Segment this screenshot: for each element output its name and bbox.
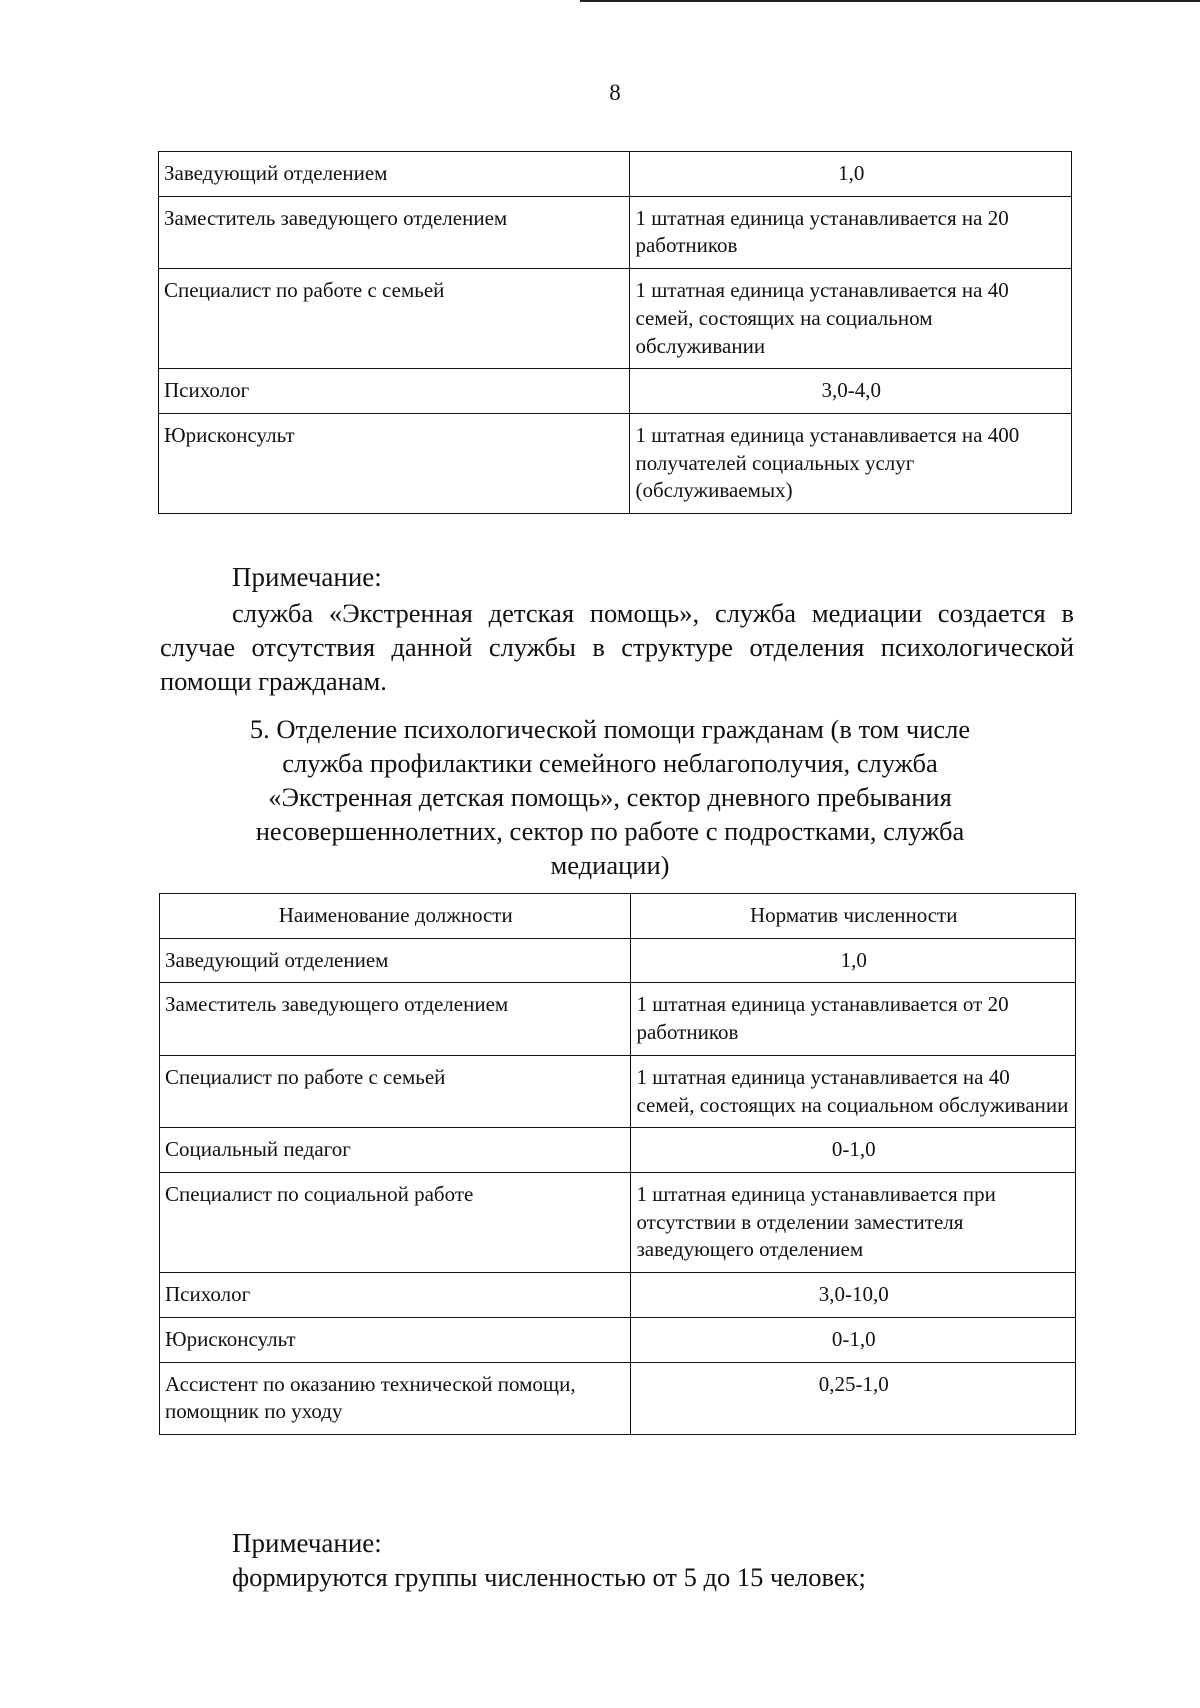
position-cell: Юрисконсульт: [159, 414, 630, 514]
table-row: [160, 1055, 1076, 1127]
table-row: [160, 1317, 1076, 1362]
norm-cell: 1 штатная единица устанавливается при отсутствии в отделении заместителя заведующего отделением: [631, 1173, 1076, 1273]
position-cell: Заместитель заведующего отделением: [160, 983, 631, 1055]
table-row: [159, 152, 1072, 197]
table-row: [159, 269, 1072, 369]
note-text: служба «Экстренная детская помощь», служба медиации создается в случае отсутствия данной службы в структуре отделения психологической помощи гражданам.: [160, 598, 1074, 696]
section-heading: 5. Отделение психологической помощи гражданам (в том числе служба профилактики семейного неблагополучия, служба «Экстренная детская помощь», сектор дневного пребывания несовершеннолетних, сектор по работе с подростками, служба медиации): [249, 714, 971, 880]
note-title: Примечание:: [232, 562, 382, 592]
norm-cell: 0-1,0: [631, 1128, 1076, 1173]
norm-cell: 1,0: [630, 152, 1072, 197]
table-row: [160, 938, 1076, 983]
scan-top-border: [580, 0, 1200, 2]
norm-cell: 1 штатная единица устанавливается на 40 семей, состоящих на социальном обслуживании: [630, 269, 1072, 369]
position-cell: Заведующий отделением: [159, 152, 630, 197]
position-cell: Ассистент по оказанию технической помощи, помощник по уходу: [160, 1362, 631, 1434]
table-row: [159, 196, 1072, 268]
staffing-table-section-5: [159, 893, 1076, 1435]
norm-cell: 3,0-4,0: [630, 369, 1072, 414]
column-header-norm: Норматив численности: [631, 894, 1076, 939]
norm-cell: 1 штатная единица устанавливается на 40 семей, состоящих на социальном обслуживании: [631, 1055, 1076, 1127]
position-cell: Заместитель заведующего отделением: [159, 196, 630, 268]
position-cell: Юрисконсульт: [160, 1317, 631, 1362]
table-row: [160, 1273, 1076, 1318]
note-title: Примечание:: [232, 1528, 382, 1558]
position-cell: Психолог: [159, 369, 630, 414]
position-cell: Специалист по работе с семьей: [159, 269, 630, 369]
table-row: [160, 1173, 1076, 1273]
norm-cell: 1 штатная единица устанавливается на 20 работников: [630, 196, 1072, 268]
staffing-table-continued: [158, 151, 1072, 514]
table-row: [160, 1128, 1076, 1173]
norm-cell: 3,0-10,0: [631, 1273, 1076, 1318]
table-row: [160, 983, 1076, 1055]
position-cell: Специалист по социальной работе: [160, 1173, 631, 1273]
position-cell: Социальный педагог: [160, 1128, 631, 1173]
norm-cell: 1,0: [631, 938, 1076, 983]
table-header-row: [160, 894, 1076, 939]
position-cell: Психолог: [160, 1273, 631, 1318]
norm-cell: 1 штатная единица устанавливается от 20 работников: [631, 983, 1076, 1055]
column-header-position: Наименование должности: [160, 894, 631, 939]
page-number: 8: [609, 80, 621, 105]
norm-cell: 0,25-1,0: [631, 1362, 1076, 1434]
table-row: [159, 414, 1072, 514]
note-text: формируются группы численностью от 5 до 15 человек;: [232, 1562, 866, 1592]
position-cell: Заведующий отделением: [160, 938, 631, 983]
position-cell: Специалист по работе с семьей: [160, 1055, 631, 1127]
norm-cell: 0-1,0: [631, 1317, 1076, 1362]
norm-cell: 1 штатная единица устанавливается на 400 получателей социальных услуг (обслуживаемых): [630, 414, 1072, 514]
table-row: [159, 369, 1072, 414]
table-row: [160, 1362, 1076, 1434]
